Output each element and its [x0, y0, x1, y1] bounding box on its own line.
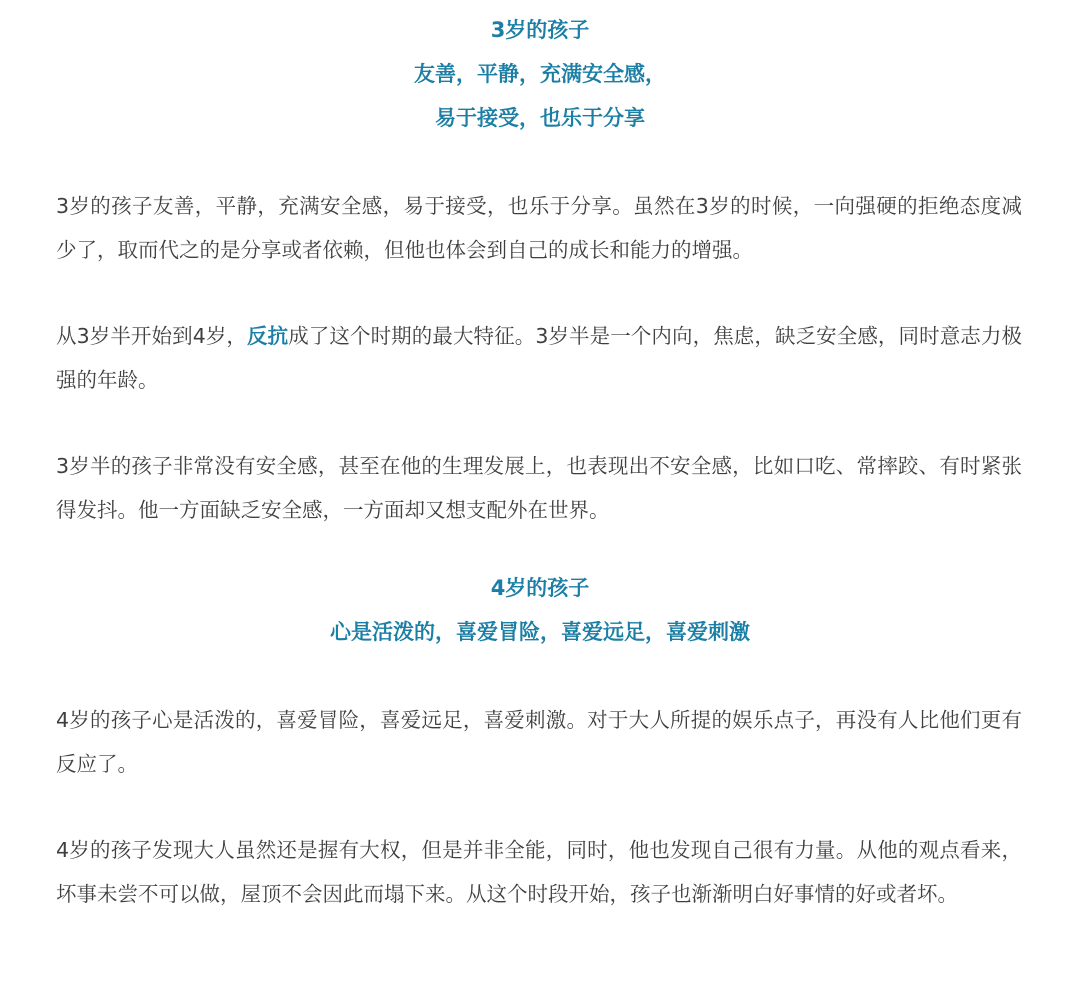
heading-line: 3岁的孩子	[490, 18, 590, 42]
paragraph-text: 从3岁半开始到4岁，	[56, 324, 248, 348]
heading-line: 易于接受，也乐于分享	[435, 106, 645, 130]
paragraph-age-4-power: 4岁的孩子发现大人虽然还是握有大权，但是并非全能，同时，他也发现自己很有力量。从他的观点看来，坏事未尝不可以做，屋顶不会因此而塌下来。从这个时段开始，孩子也渐渐明白好事情的好或者坏。	[56, 838, 1022, 906]
highlight-keyword: 反抗	[247, 324, 289, 348]
heading-line: 友善，平静，充满安全感，	[414, 62, 666, 86]
paragraph-age-3-half-insecurity: 3岁半的孩子非常没有安全感，甚至在他的生理发展上，也表现出不安全感，比如口吃、常摔跤、有时紧张得发抖。他一方面缺乏安全感，一方面却又想支配外在世界。	[56, 454, 1022, 522]
section-heading-age-3	[0, 8, 1080, 140]
paragraph-text: 成了这个时期的最大特征。3岁半是一个内向，焦虑，缺乏安全感，同时意志力极强的年龄。	[56, 324, 1022, 392]
paragraph-age-3-intro: 3岁的孩子友善，平静，充满安全感，易于接受，也乐于分享。虽然在3岁的时候，一向强硬的拒绝态度减少了，取而代之的是分享或者依赖，但他也体会到自己的成长和能力的增强。	[56, 194, 1022, 262]
heading-line: 4岁的孩子	[490, 576, 590, 600]
paragraph-age-4-intro: 4岁的孩子心是活泼的，喜爱冒险，喜爱远足，喜爱刺激。对于大人所提的娱乐点子，再没有人比他们更有反应了。	[56, 708, 1022, 776]
section-heading-age-4	[0, 566, 1080, 654]
heading-line: 心是活泼的，喜爱冒险，喜爱远足，喜爱刺激	[330, 620, 750, 644]
paragraph-age-3-half	[56, 314, 1022, 402]
